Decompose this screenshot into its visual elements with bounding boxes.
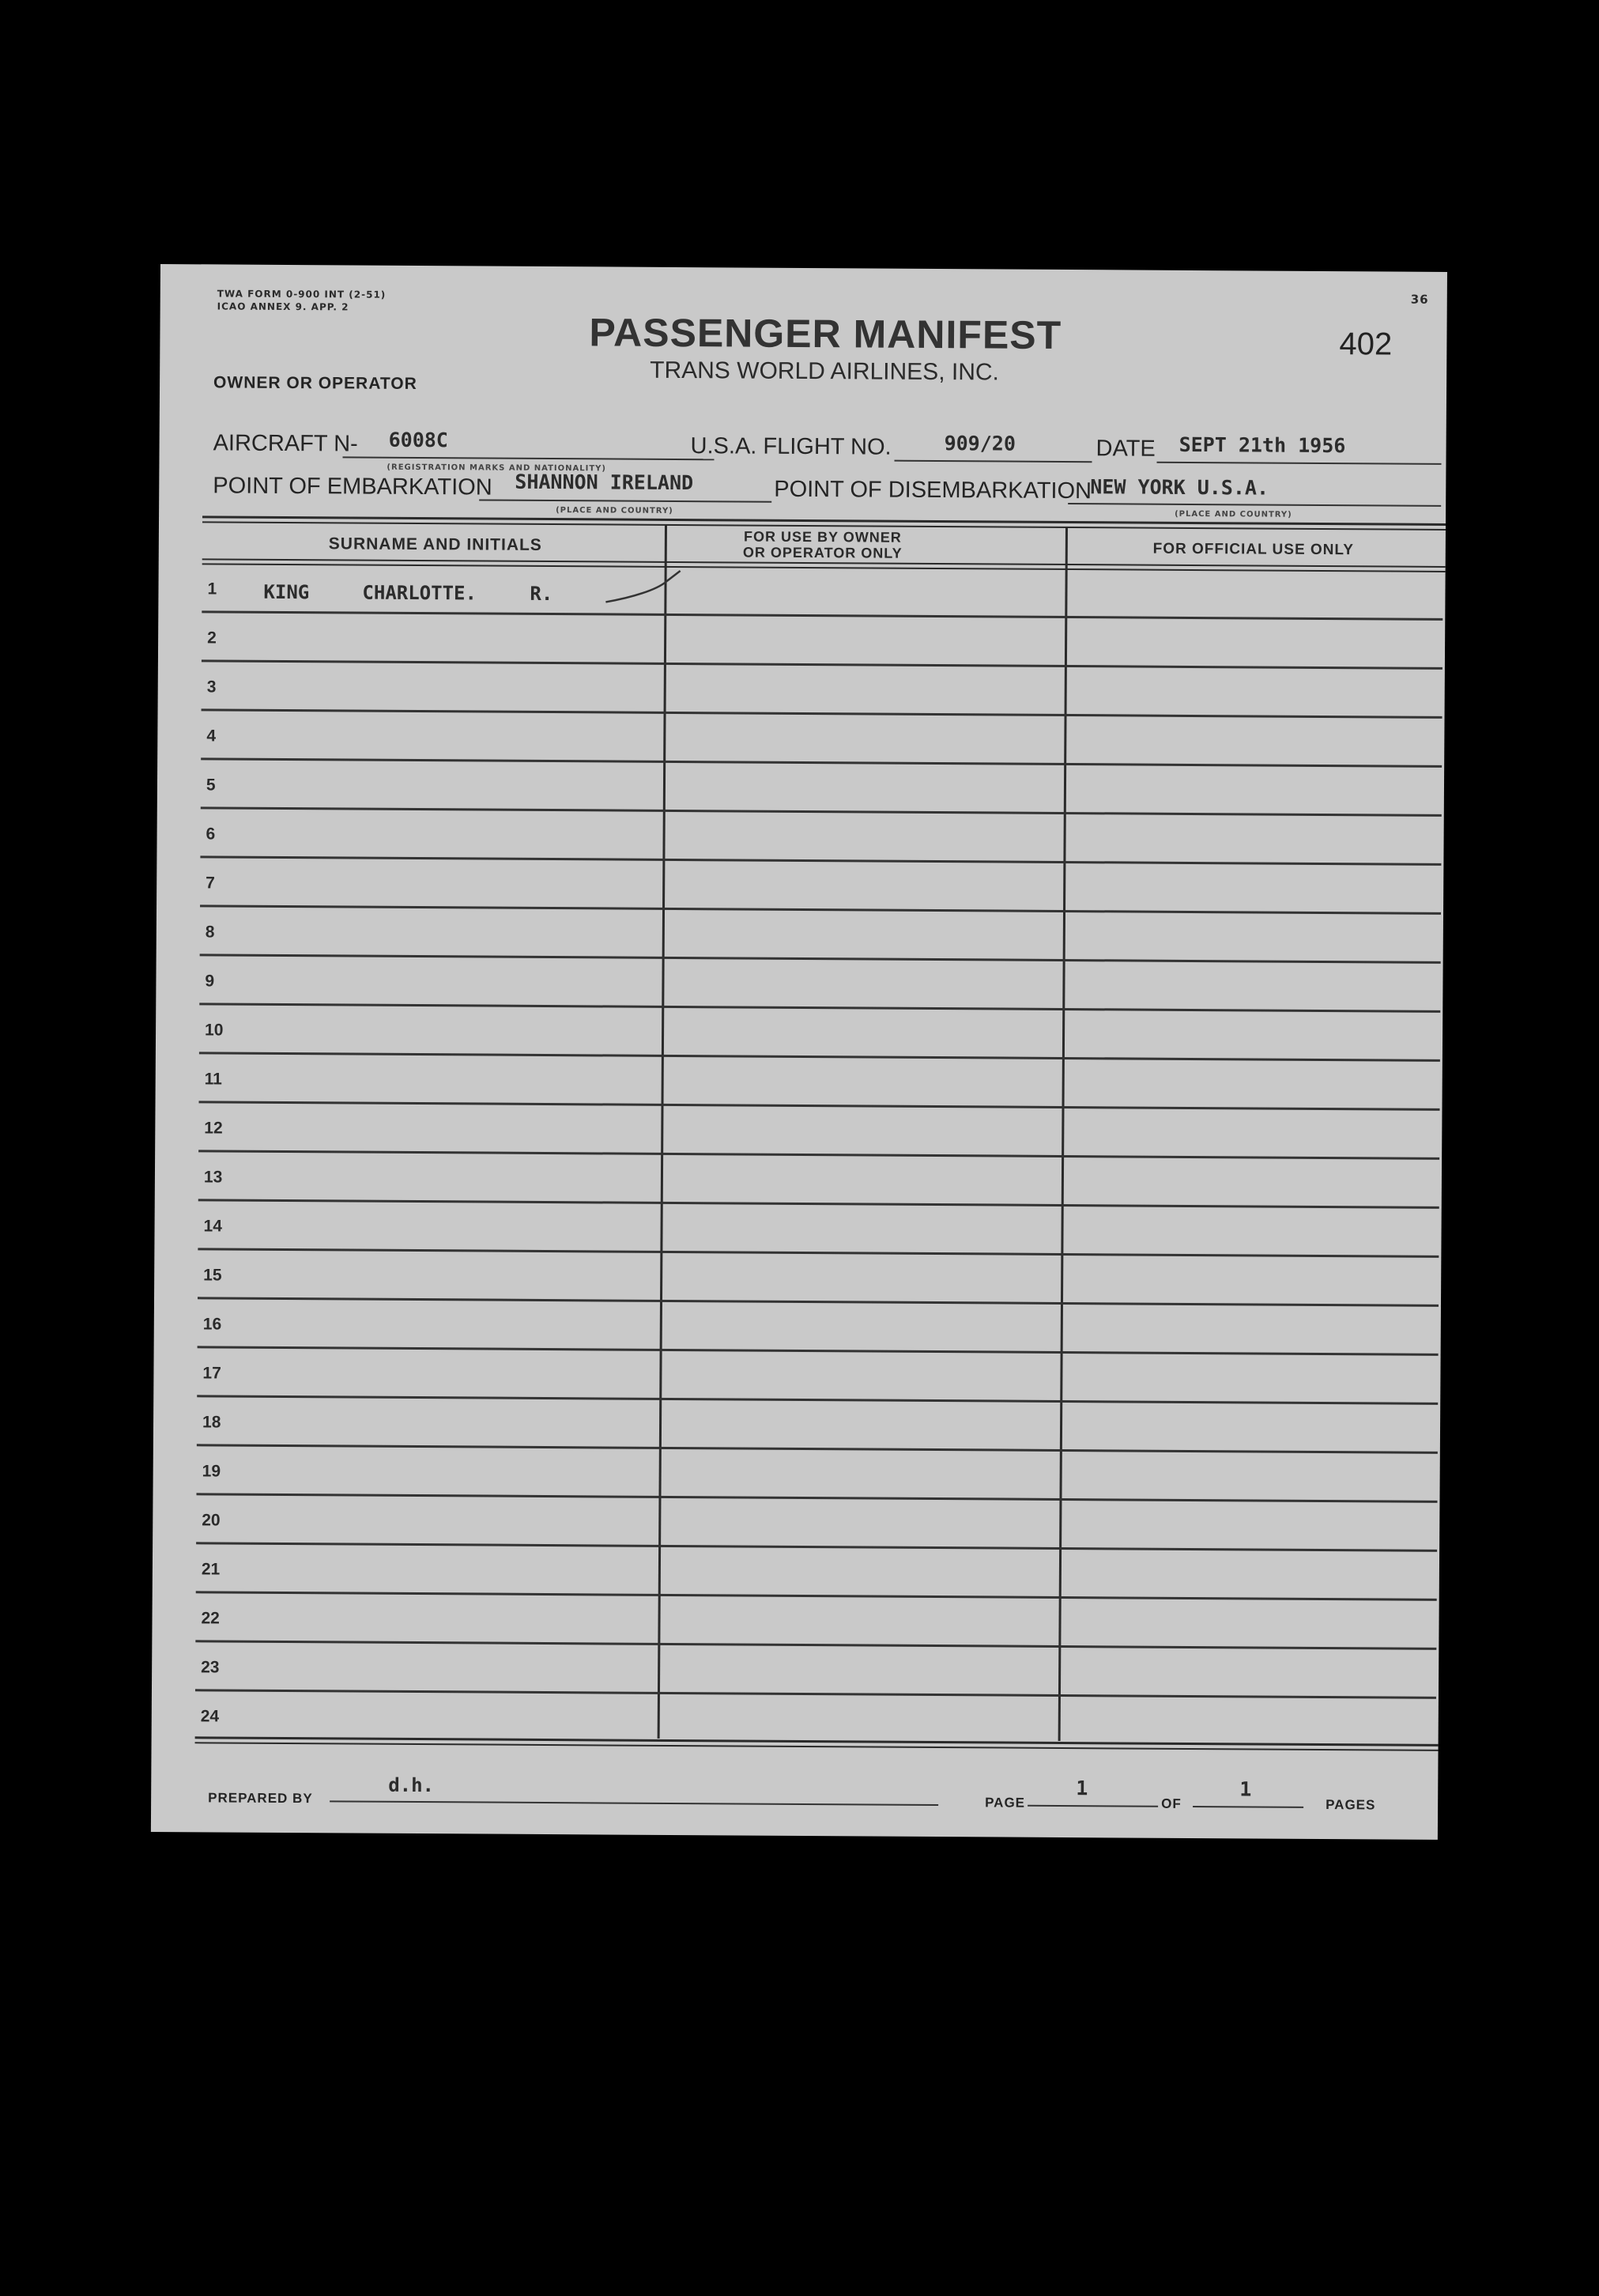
of-underline: [1193, 1806, 1303, 1808]
row-separator: [199, 1052, 1440, 1062]
manifest-sheet: [151, 264, 1447, 1840]
prepared-by-label: PREPARED BY: [208, 1790, 313, 1807]
passenger-initial: R.: [530, 582, 553, 606]
prepared-by-value: d.h.: [388, 1773, 435, 1797]
row-separator: [202, 659, 1442, 670]
row-separator: [199, 1101, 1440, 1111]
row-separator: [197, 1444, 1438, 1454]
row-separator: [198, 1199, 1439, 1209]
row-number: 16: [202, 1315, 222, 1334]
date-value: SEPT 21th 1956: [1179, 432, 1346, 458]
row-separator: [195, 1640, 1436, 1650]
row-separator: [196, 1493, 1437, 1503]
page-title: PASSENGER MANIFEST: [589, 310, 1062, 357]
pen-check-mark: [601, 565, 696, 614]
row-separator: [198, 1297, 1439, 1307]
embarkation-label: POINT OF EMBARKATION: [213, 473, 492, 500]
row-separator: [200, 954, 1441, 964]
row-number: 14: [203, 1217, 222, 1236]
form-code-1: TWA FORM 0-900 INT (2-51): [217, 288, 387, 300]
disembarkation-note: (PLACE AND COUNTRY): [1175, 509, 1292, 519]
flight-underline: [894, 460, 1092, 463]
header-owner-line2: OR OPERATOR ONLY: [742, 544, 903, 561]
row-number: 18: [202, 1413, 221, 1432]
row-number: 15: [203, 1266, 222, 1285]
form-code-2: ICAO ANNEX 9. APP. 2: [217, 300, 349, 313]
aircraft-value: 6008C: [388, 428, 449, 452]
header-owner-line1: FOR USE BY OWNER: [744, 528, 902, 546]
row-number: 12: [204, 1119, 223, 1138]
airline-name: TRANS WORLD AIRLINES, INC.: [650, 357, 1000, 386]
row-number: 20: [202, 1511, 221, 1530]
header-surname: SURNAME AND INITIALS: [328, 534, 542, 554]
registration-note: (REGISTRATION MARKS AND NATIONALITY): [387, 463, 607, 474]
page-underline: [1028, 1805, 1158, 1807]
row-number: 5: [206, 776, 216, 795]
row-number: 21: [201, 1560, 221, 1579]
row-separator: [198, 1248, 1439, 1258]
row-separator: [201, 806, 1442, 817]
disembarkation-label: POINT OF DISEMBARKATION: [774, 476, 1092, 504]
row-separator: [197, 1395, 1438, 1405]
row-separator: [196, 1542, 1437, 1552]
row-separator: [195, 1689, 1436, 1699]
row-number: 24: [200, 1707, 220, 1726]
row-number: 22: [201, 1609, 220, 1628]
row-number: 11: [204, 1070, 222, 1089]
row-number: 23: [201, 1658, 220, 1677]
row-number: 17: [202, 1364, 221, 1383]
corner-mark: 36: [1410, 292, 1429, 307]
row-number: 4: [206, 727, 217, 746]
row-separator: [200, 904, 1441, 915]
passenger-surname: KING: [263, 580, 310, 604]
row-number: 7: [206, 874, 215, 893]
row-number: 19: [202, 1462, 221, 1481]
row-separator: [198, 1346, 1439, 1356]
of-value: 1: [1239, 1777, 1252, 1801]
header-official: FOR OFFICIAL USE ONLY: [1152, 540, 1355, 559]
row-separator: [202, 610, 1442, 621]
pages-label: PAGES: [1326, 1797, 1376, 1813]
date-underline: [1156, 462, 1441, 465]
row-number: 8: [205, 923, 215, 942]
column-divider-1: [658, 525, 667, 1739]
row-separator: [200, 855, 1441, 866]
disembarkation-value: NEW YORK U.S.A.: [1090, 475, 1269, 500]
row-separator: [196, 1591, 1437, 1601]
embarkation-note: (PLACE AND COUNTRY): [556, 506, 673, 515]
row-number: 2: [207, 629, 217, 648]
of-label: OF: [1161, 1796, 1182, 1811]
table-bottom-border: [195, 1736, 1439, 1747]
column-divider-2: [1058, 527, 1068, 1741]
page-label: PAGE: [985, 1795, 1026, 1811]
aircraft-label: AIRCRAFT N-: [213, 430, 358, 457]
stamp-number: 402: [1339, 327, 1393, 362]
flight-value: 909/20: [944, 432, 1016, 455]
page-value: 1: [1076, 1777, 1088, 1800]
owner-operator-label: OWNER OR OPERATOR: [213, 373, 417, 393]
flight-label: U.S.A. FLIGHT NO.: [690, 433, 892, 460]
disembarkation-underline: [1068, 503, 1441, 507]
embarkation-value: SHANNON IRELAND: [515, 470, 694, 495]
row-separator: [201, 757, 1442, 768]
passenger-given-name: CHARLOTTE.: [362, 581, 477, 605]
row-separator: [199, 1003, 1440, 1013]
embarkation-underline: [479, 499, 771, 502]
row-number: 9: [205, 972, 215, 991]
prepared-by-underline: [330, 1800, 938, 1806]
row-separator: [198, 1150, 1439, 1160]
row-number: 6: [206, 825, 216, 844]
row-number: 3: [206, 678, 217, 697]
row-separator: [202, 708, 1442, 719]
row-number: 1: [207, 580, 217, 599]
row-number: 10: [205, 1021, 224, 1040]
aircraft-underline: [343, 456, 715, 460]
date-label: DATE: [1096, 436, 1156, 462]
row-number: 13: [203, 1168, 223, 1187]
